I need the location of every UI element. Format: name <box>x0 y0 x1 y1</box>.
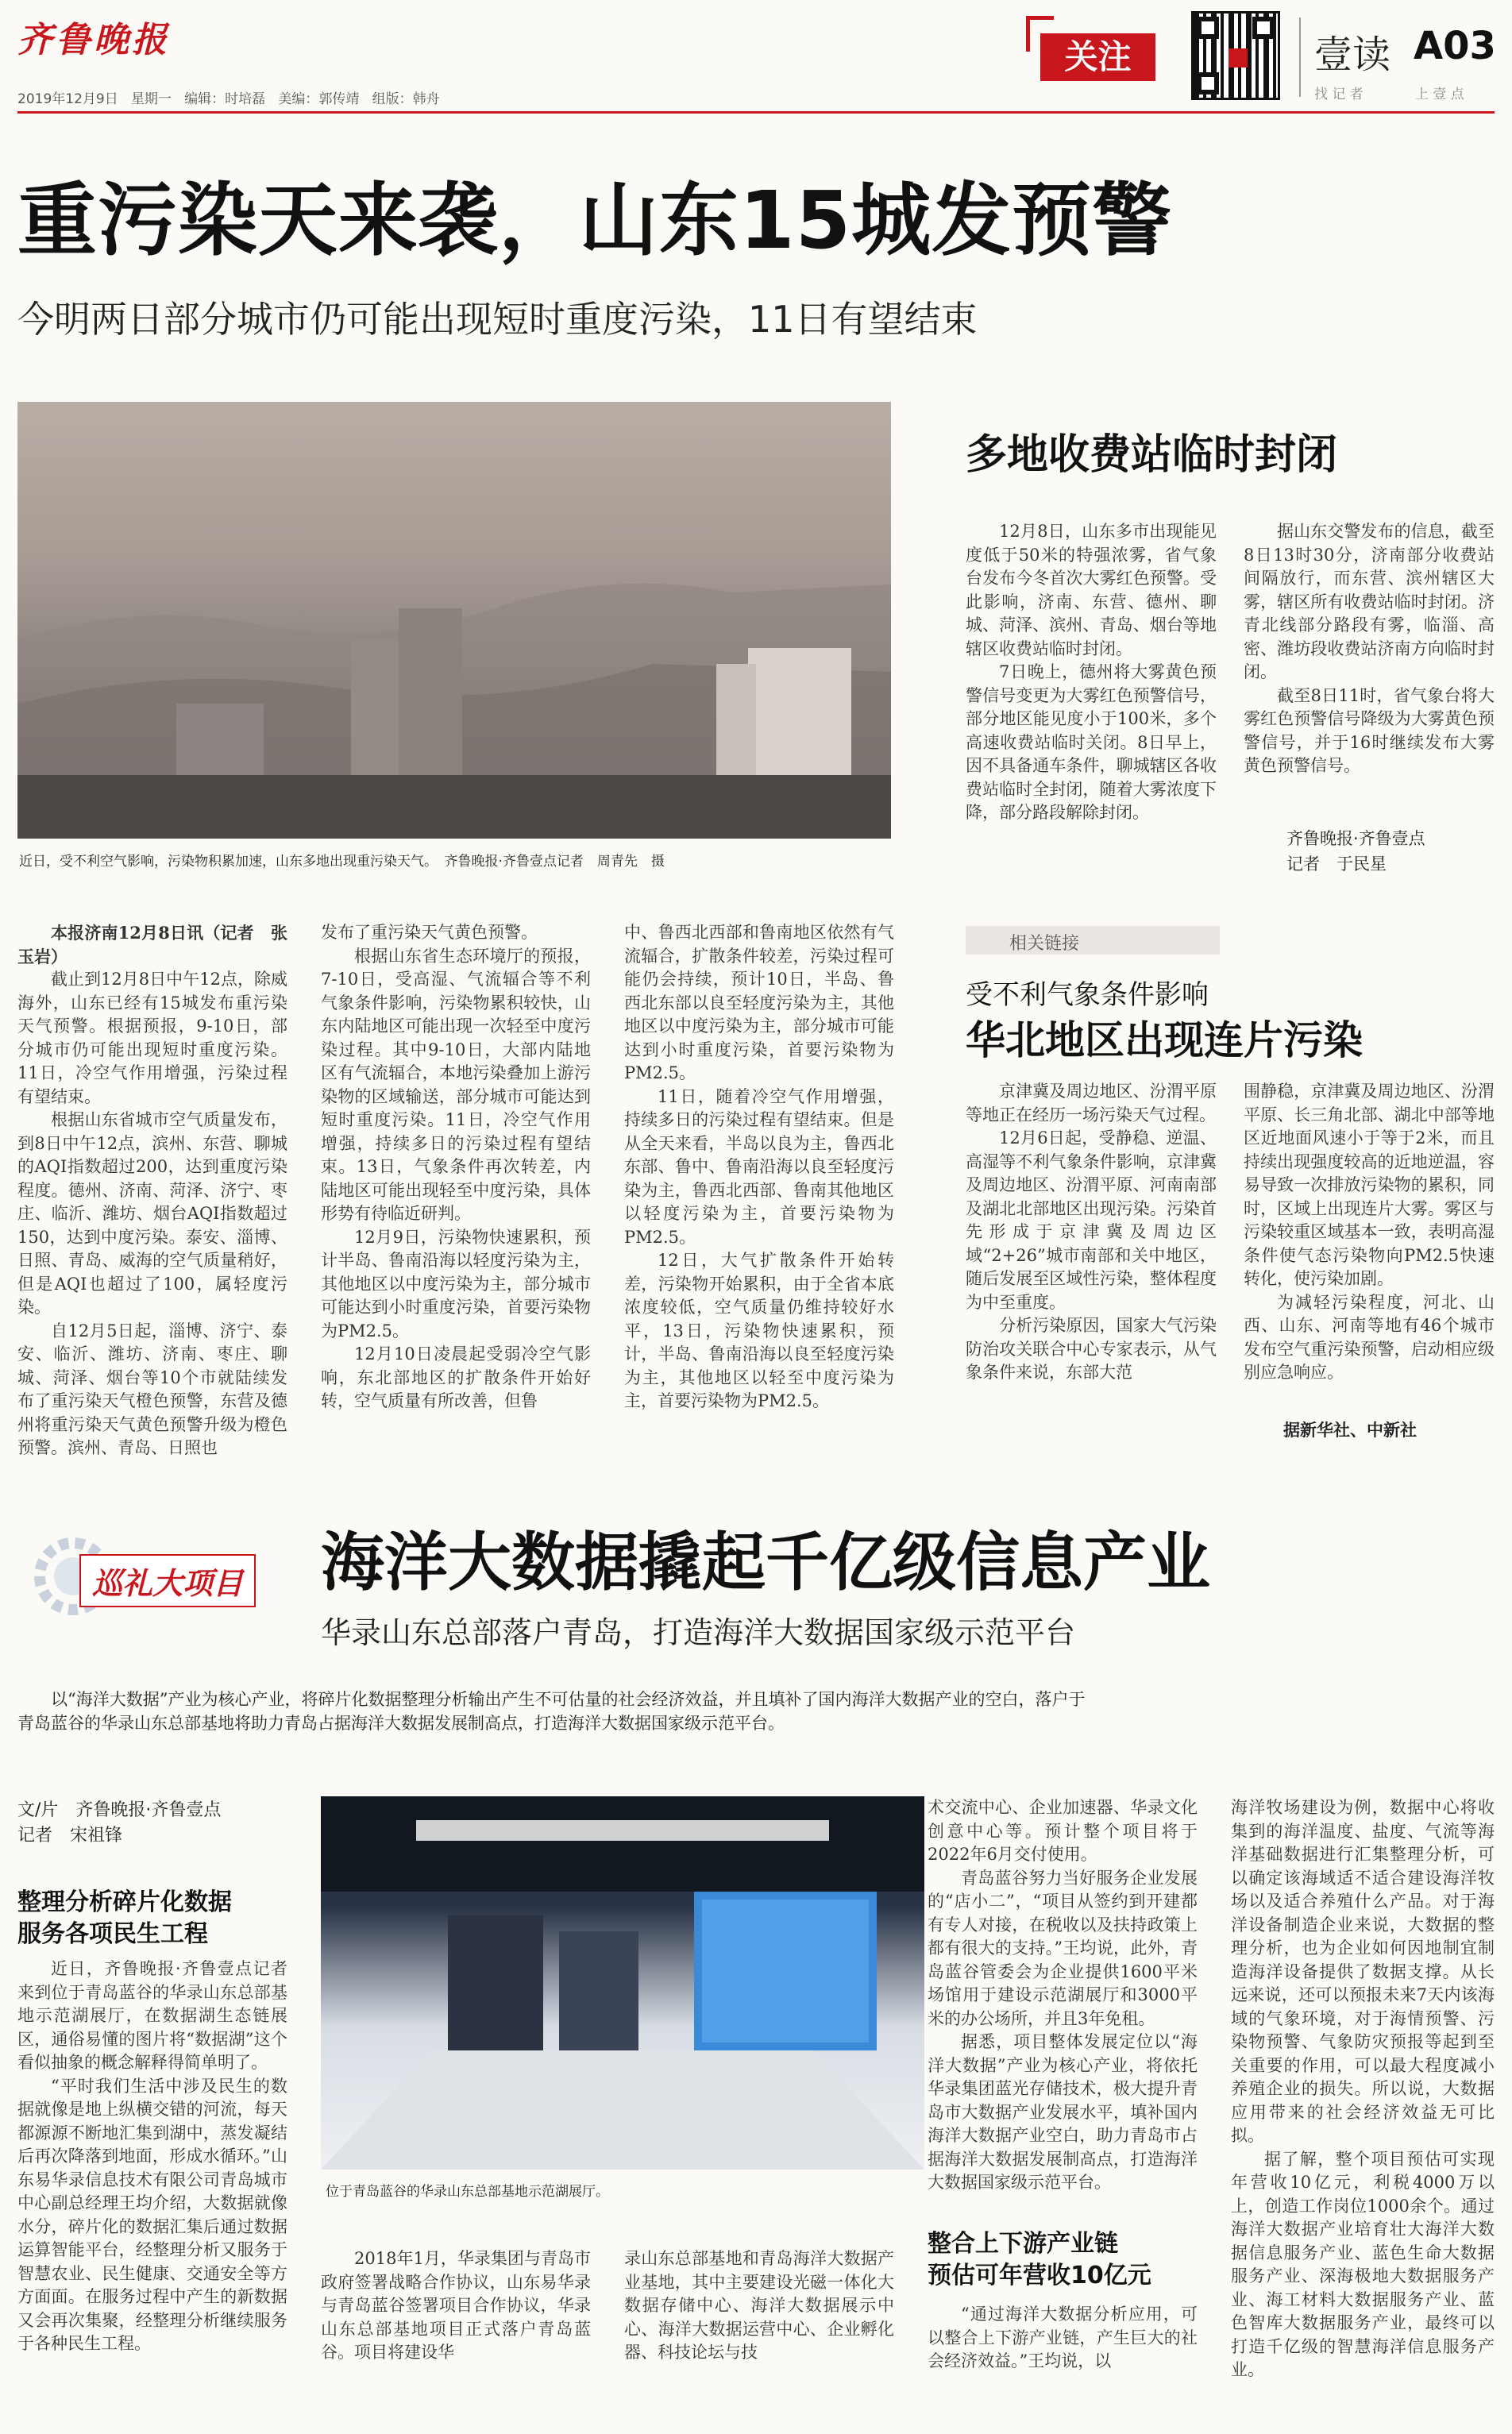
related-col1-para-1: 京津冀及周边地区、汾渭平原等地正在经历一场污染天气过程。 <box>966 1082 1217 1124</box>
ocean-section2-title-1: 整合上下游产业链 <box>928 2230 1118 2258</box>
masthead-meta <box>17 87 440 107</box>
ocean-body-col-2 <box>321 2247 591 2426</box>
toll-col2-para-2: 截至8日11时，省气象台将大雾红色预警信号降级为大雾黄色预警信号，并于16时继续发布大雾黄色预警信号。 <box>1244 685 1495 775</box>
qr-center-logo <box>1228 48 1248 68</box>
masthead-rule <box>17 111 1495 114</box>
lead-col3-para-2: 11日，随着冷空气作用增强，持续多日的污染过程有望结束。但是从全天来看，半岛以良为主，鲁西北东部、鲁中、鲁南沿海以良至轻度污染为主，鲁西北西部、鲁南其他地区以轻度污染为主，首要污染物为PM2.5。 <box>624 1086 894 1247</box>
lead-photo <box>17 402 891 839</box>
lead-col1-para-3: 自12月5日起，淄博、济宁、泰安、临沂、潍坊、济南、枣庄、聊城、菏泽、烟台等10个市就陆续发布了重污染天气橙色预警，东营及德州将重污染天气黄色预警升级为橙色预警。滨州、青岛、日照也 <box>17 1321 287 1457</box>
toll-byline-1: 齐鲁晚报·齐鲁壹点 <box>1286 829 1425 848</box>
ocean-col4-bottom-para-1: “通过海洋大数据分析应用，可以整合上下游产业链，产生巨大的社会经济效益。”王均说，以 <box>928 2305 1198 2370</box>
ocean-headline: 海洋大数据撬起千亿级信息产业 <box>321 1526 1210 1599</box>
layout-editor-credit: 组版：韩舟 <box>372 91 440 107</box>
ocean-body-col-5 <box>1231 1796 1495 2426</box>
ocean-col5-para-1: 海洋牧场建设为例，数据中心将收集到的海洋温度、盐度、气流等海洋基础数据进行汇集整理分析，可以确定该海域适不适合建设海洋牧场以及适合养殖什么产品。对于海洋设备制造企业来说，大数据的整理分析，也为企业如何因地制宜制造海洋设备提供了数据支撑。从长远来说，还可以预报未来7天内该海域的气象环境，对于海情预警、污染物预警、气象防灾预报等起到至关重要的作用，可以最大程度减小养殖企业的损失。所以说，大数据应用带来的社会经济效益无可比拟。 <box>1231 1798 1495 2145</box>
exhibition-hall-illustration <box>321 1796 924 2170</box>
toll-col1-para-2: 7日晚上，德州将大雾黄色预警信号变更为大雾红色预警信号，部分地区能见度小于100米，多个高速收费站临时关闭。8日早上，因不具备通车条件，聊城辖区各收费站临时全封闭，随着大雾浓度下降，部分路段解除封闭。 <box>966 662 1217 822</box>
newspaper-name: 齐鲁晚报 <box>17 20 170 60</box>
ocean-byline-2: 记者 宋祖锋 <box>17 1826 123 1846</box>
ocean-col4-para-1: 术交流中心、企业加速器、华录文化创意中心等。预计整个项目将于2022年6月交付使用。 <box>928 1798 1198 1864</box>
exhibition-photo-caption: 位于青岛蓝谷的华录山东总部基地示范湖展厅。 <box>326 2184 609 2200</box>
related-body-col-1 <box>966 1080 1217 1501</box>
related-headline: 华北地区出现连片污染 <box>966 1017 1363 1063</box>
ocean-section1-title-2: 服务各项民生工程 <box>17 1920 208 1948</box>
ocean-col1-para-1: 近日，齐鲁晚报·齐鲁壹点记者来到位于青岛蓝谷的华录山东总部基地示范湖展厅，在数据湖生态链展区，通俗易懂的图片将“数据湖”这个看似抽象的概念解释得简单明了。 <box>17 1959 287 2072</box>
lead-body-col-1 <box>17 921 287 1501</box>
slogan-right: 上 壹 点 <box>1415 87 1464 102</box>
lead-col1-para-1: 截止到12月8日中午12点，除威海外，山东已经有15城发布重污染天气预警。根据预报，9-10日，部分城市仍可能出现短时重度污染。11日，冷空气作用增强，污染过程有望结束。 <box>17 970 287 1106</box>
related-col1-para-3: 分析污染原因，国家大气污染防治攻关联合中心专家表示，从气象条件来说，东部大范 <box>966 1316 1217 1382</box>
ocean-section1-title-1: 整理分析碎片化数据 <box>17 1888 232 1916</box>
ocean-col4-para-3: 据悉，项目整体发展定位以“海洋大数据”产业为核心产业，将依托华录集团蓝光存储技术，极大提升青岛市大数据产业发展水平，填补国内海洋大数据产业空白，助力青岛市占据海洋大数据发展制高点，打造海洋大数据国家级示范平台。 <box>928 2032 1198 2192</box>
lead-body-col-2 <box>321 921 591 1501</box>
toll-col2-para-1: 据山东交警发布的信息，截至8日13时30分，济南部分收费站间隔放行，而东营、滨州辖区大雾，辖区所有收费站临时封闭。济青北线部分路段有雾，临淄、高密、潍坊段收费站济南方向临时封闭。 <box>1244 522 1495 681</box>
lead-col3-para-3: 12日，大气扩散条件开始转差，污染物开始累积，由于全省本底浓度较低，空气质量仍维持较好水平，13日，污染物快速累积，预计，半岛、鲁南沿海以良至轻度污染为主，其他地区以轻至中度污染为主，首要污染物为PM2.5。 <box>624 1251 894 1410</box>
ocean-col2-para-1: 2018年1月，华录集团与青岛市政府签署战略合作协议，山东易华录与青岛蓝谷签署项目合作协议，华录山东总部基地项目正式落户青岛蓝谷。项目将建设华 <box>321 2249 591 2362</box>
ocean-lead-line-1: 以“海洋大数据”产业为核心产业，将碎片化数据整理分析输出产生不可估量的社会经济效益，并且填补了国内海洋大数据产业的空白，落户于 <box>51 1690 1086 1709</box>
follow-badge-box: 关注 <box>1040 33 1155 81</box>
art-editor-credit: 美编：郭传靖 <box>278 91 360 107</box>
slogan-left: 找 记 者 <box>1314 87 1364 102</box>
ocean-subheadline: 华录山东总部落户青岛，打造海洋大数据国家级示范平台 <box>321 1615 1076 1650</box>
ocean-col4-para-2: 青岛蓝谷努力当好服务企业发展的“店小二”，“项目从签约到开建都有专人对接，在税收以及扶持政策上都有很大的支持。”王均说，此外，青岛蓝谷管委会为企业提供1600平米场馆用于建设示范湖展厅和3000平米的办公场所，并且3年免租。 <box>928 1868 1198 2028</box>
toll-body-col-2 <box>1244 520 1495 830</box>
related-tag <box>966 926 1220 955</box>
ocean-body-col-4-bottom <box>928 2303 1198 2426</box>
ocean-body-col-4 <box>928 1796 1198 2209</box>
qr-finder-tl <box>1197 17 1219 39</box>
issue-weekday: 星期一 <box>130 91 172 107</box>
related-source: 据新华社、中新社 <box>1283 1421 1417 1440</box>
lead-photo-caption: 近日，受不利空气影响，污染物积累加速，山东多地出现重污染天气。 齐鲁晚报·齐鲁壹点记者 周青先 摄 <box>19 854 665 870</box>
toll-body-col-1 <box>966 520 1217 870</box>
lead-col2-para-2: 根据山东省生态环境厅的预报，7-10日，受高湿、气流辐合等不利气象条件影响，污染物累积较快，山东内陆地区可能出现一次轻至中度污染过程。其中9-10日，大部内陆地区有气流辐合，本地污染叠加上游污染物的区域输送，部分城市可能达到短时重度污染。11日，冷空气作用增强，持续多日的污染过程有望结束。13日，气象条件再次转差，内陆地区可能出现轻至中度污染，具体形势有待临近研判。 <box>321 946 591 1223</box>
lead-col2-para-4: 12月10日凌晨起受弱冷空气影响，东北部地区的扩散条件开始好转，空气质量有所改善，但鲁 <box>321 1344 591 1410</box>
issue-date: 2019年12月9日 <box>17 91 118 107</box>
ocean-lead-block <box>17 1688 1209 1735</box>
ocean-col3-para-1: 录山东总部基地和青岛海洋大数据产业基地，其中主要建设光磁一体化大数据存储中心、海洋大数据展示中心、海洋大数据运营中心、企业孵化器、科技论坛与技 <box>624 2249 894 2362</box>
exhibition-photo <box>321 1796 924 2170</box>
page-number: A03 <box>1414 24 1496 68</box>
related-col1-para-2: 12月6日起，受静稳、逆温、高湿等不利气象条件影响，京津冀及周边地区、汾渭平原、河南南部及湖北北部地区出现污染。污染首先形成于京津冀及周边区域“2+26”城市南部和关中地区，随后发展至区域性污染，整体程度为中至重度。 <box>966 1128 1217 1312</box>
related-col2-para-2: 为减轻污染程度，河北、山西、山东、河南等地有46个城市发布空气重污染预警，启动相应级别应急响应。 <box>1244 1292 1495 1382</box>
lead-col2-para-3: 12月9日，污染物快速累积，预计半岛、鲁南沿海以轻度污染为主，其他地区以中度污染为主，部分城市可能达到小时重度污染，首要污染物为PM2.5。 <box>321 1227 591 1340</box>
toll-col1-para-1: 12月8日，山东多市出现能见度低于50米的特强浓雾，省气象台发布今冬首次大雾红色预警。受此影响，济南、东营、德州、聊城、菏泽、滨州、青岛、烟台等地辖区收费站临时封闭。 <box>966 522 1217 658</box>
follow-badge <box>1026 16 1169 87</box>
related-tag-label: 相关链接 <box>1009 934 1080 954</box>
lead-col1-para-2: 根据山东省城市空气质量发布，到8日中午12点，滨州、东营、聊城的AQI指数超过200，达到重度污染程度。德州、济南、菏泽、济宁、枣庄、临沂、潍坊、烟台AQI指数超过150，达到中度污染。泰安、淄博、日照、青岛、威海的空气质量稍好，但是AQI也超过了100，属轻度污染。 <box>17 1110 287 1317</box>
related-kicker: 受不利气象条件影响 <box>966 979 1209 1011</box>
lead-subheadline: 今明两日部分城市仍可能出现短时重度污染，11日有望结束 <box>17 298 978 341</box>
editor-credit: 编辑：时培磊 <box>184 91 266 107</box>
ocean-section2-title-2: 预估可年营收10亿元 <box>928 2262 1151 2289</box>
related-body-col-2 <box>1244 1080 1495 1410</box>
project-column-logo <box>17 1529 287 1624</box>
project-column-logo-text: 巡礼大项目 <box>79 1554 256 1607</box>
toll-byline-2: 记者 于民星 <box>1286 854 1387 874</box>
ocean-byline-1: 文/片 齐鲁晚报·齐鲁壹点 <box>17 1800 222 1820</box>
related-col2-para-1: 围静稳，京津冀及周边地区、汾渭平原、长三角北部、湖北中部等地区近地面风速小于等于2米，而且持续出现强度较高的近地逆温，容易导致一次排放污染物的累积，同时，区域上出现连片大雾。雾区与污染较重区域基本一致，表明高湿条件使气态污染物向PM2.5快速转化，使污染加剧。 <box>1244 1082 1495 1288</box>
smog-skyline-illustration <box>17 402 891 839</box>
qr-finder-tr <box>1252 17 1275 39</box>
qr-code[interactable] <box>1191 11 1280 100</box>
ocean-col5-para-2: 据了解，整个项目预估可实现年营收10亿元，利税4000万以上，创造工作岗位1000余个。通过海洋大数据产业培育壮大海洋大数据信息服务产业、蓝色生命大数据服务产业、深海极地大数据服务产业、海工材料大数据服务产业、蓝色智库大数据服务产业，最终可以打造千亿级的智慧海洋信息服务产业。 <box>1231 2149 1495 2379</box>
toll-headline: 多地收费站临时封闭 <box>966 431 1338 479</box>
ocean-body-col-3 <box>624 2247 894 2426</box>
section-divider <box>1299 17 1301 97</box>
qr-finder-bl <box>1197 72 1219 95</box>
ocean-body-col-1 <box>17 1958 287 2426</box>
lead-col3-para-1: 中、鲁西北西部和鲁南地区依然有气流辐合，扩散条件较差，污染过程可能仍会持续，预计10日，半岛、鲁西北东部以良至轻度污染为主，其他地区以中度污染为主，部分城市可能达到小时重度污染，首要污染物为PM2.5。 <box>624 923 894 1082</box>
lead-col2-para-1: 发布了重污染天气黄色预警。 <box>321 923 538 942</box>
lead-body-col-3 <box>624 921 894 1501</box>
lead-headline: 重污染天来袭，山东15城发预警 <box>17 174 1173 267</box>
lead-dateline: 本报济南12月8日讯（记者 张玉岩） <box>17 923 287 966</box>
section-name: 壹读 <box>1314 33 1391 77</box>
ocean-lead-line-2: 青岛蓝谷的华录山东总部基地将助力青岛占据海洋大数据发展制高点，打造海洋大数据国家级示范平台。 <box>17 1714 785 1733</box>
ocean-col1-para-2: “平时我们生活中涉及民生的数据就像是地上纵横交错的河流，每天都源源不断地汇集到湖中，蒸发凝结后再次降落到地面，形成水循环。”山东易华录信息技术有限公司青岛城市中心副总经理王均介绍，大数据就像水分，碎片化的数据汇集后通过数据运算智能平台，经整理分析又服务于智慧农业、民生健康、交通安全等方方面面。在服务过程中产生的新数据又会再次集聚，经整理分析继续服务于各种民生工程。 <box>17 2076 287 2353</box>
